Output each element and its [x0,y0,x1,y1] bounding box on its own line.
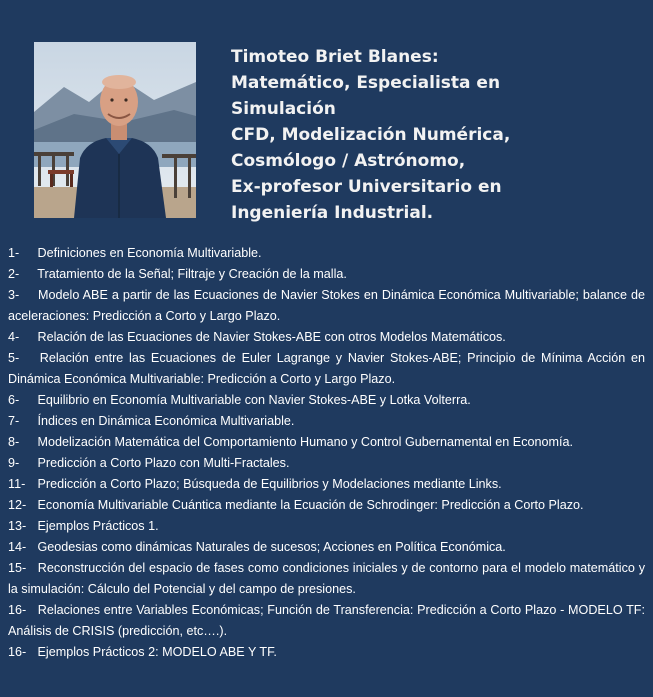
item-text: Predicción a Corto Plazo; Búsqueda de Equilibrios y Modelaciones mediante Links. [37,477,502,491]
item-text: Economía Multivariable Cuántica mediante la Ecuación de Schrodinger: Predicción a Corto Plazo. [37,498,584,512]
title-line: CFD, Modelización Numérica, [231,125,511,145]
list-item [8,264,645,285]
list-item [8,537,645,558]
item-text: Modelización Matemática del Comportamiento Humano y Control Gubernamental en Economía. [37,435,573,449]
item-number: 4- [8,330,20,344]
list-item [8,600,645,642]
topic-list [8,243,645,663]
item-number: 13- [8,519,27,533]
item-text: Ejemplos Prácticos 2: MODELO ABE Y TF. [37,645,277,659]
list-item [8,285,645,327]
item-text: Tratamiento de la Señal; Filtraje y Creación de la malla. [37,267,347,281]
list-item [8,327,645,348]
item-number: 16- [8,645,27,659]
item-number: 16- [8,603,27,617]
item-text: Relación de las Ecuaciones de Navier Stokes-ABE con otros Modelos Matemáticos. [37,330,506,344]
item-number: 9- [8,456,20,470]
item-text: Modelo ABE a partir de las Ecuaciones de Navier Stokes en Dinámica Económica Multivariable; balance de aceleraciones: Predicción a Corto y Largo Plazo. [8,288,646,323]
item-text: Geodesias como dinámicas Naturales de sucesos; Acciones en Política Económica. [37,540,506,554]
title-block [231,44,631,226]
item-number: 8- [8,435,20,449]
item-number: 2- [8,267,20,281]
list-item [8,390,645,411]
list-item [8,411,645,432]
list-item [8,432,645,453]
list-item [8,474,645,495]
item-number: 5- [8,351,20,365]
portrait-photo [34,42,196,218]
list-item [8,495,645,516]
title-line: Ex-profesor Universitario en [231,177,502,197]
item-number: 14- [8,540,27,554]
title-line: Ingeniería Industrial. [231,203,434,223]
item-number: 15- [8,561,27,575]
item-text: Equilibrio en Economía Multivariable con Navier Stokes-ABE y Lotka Volterra. [37,393,471,407]
item-text: Reconstrucción del espacio de fases como condiciones iniciales y de contorno para el modelo matemático y la simulación: Cálculo del Potencial y del campo de presiones. [8,561,645,596]
item-number: 11- [8,477,26,491]
header [0,0,653,235]
item-text: Definiciones en Economía Multivariable. [37,246,262,260]
item-number: 3- [8,288,20,302]
list-item [8,558,645,600]
item-text: Ejemplos Prácticos 1. [37,519,159,533]
title-line: Timoteo Briet Blanes: [231,47,439,67]
item-text: Relaciones entre Variables Económicas; Función de Transferencia: Predicción a Corto Plazo - MODELO TF: Análisis de CRISIS (predicción, etc….). [8,603,645,638]
list-item [8,642,645,663]
list-item [8,516,645,537]
title-line: Cosmólogo / Astrónomo, [231,151,466,171]
title-line: Matemático, Especialista en [231,73,501,93]
list-item [8,243,645,264]
item-number: 7- [8,414,20,428]
item-text: Predicción a Corto Plazo con Multi-Fractales. [37,456,290,470]
item-text: Relación entre las Ecuaciones de Euler Lagrange y Navier Stokes-ABE; Principio de Mínima Acción en Dinámica Económica Multivariable: Predicción a Corto y Largo Plazo. [8,351,645,386]
list-item [8,348,645,390]
list-item [8,453,645,474]
item-number: 12- [8,498,27,512]
title-line: Simulación [231,99,336,119]
item-number: 1- [8,246,20,260]
item-number: 6- [8,393,20,407]
item-text: Índices en Dinámica Económica Multivariable. [37,414,295,428]
